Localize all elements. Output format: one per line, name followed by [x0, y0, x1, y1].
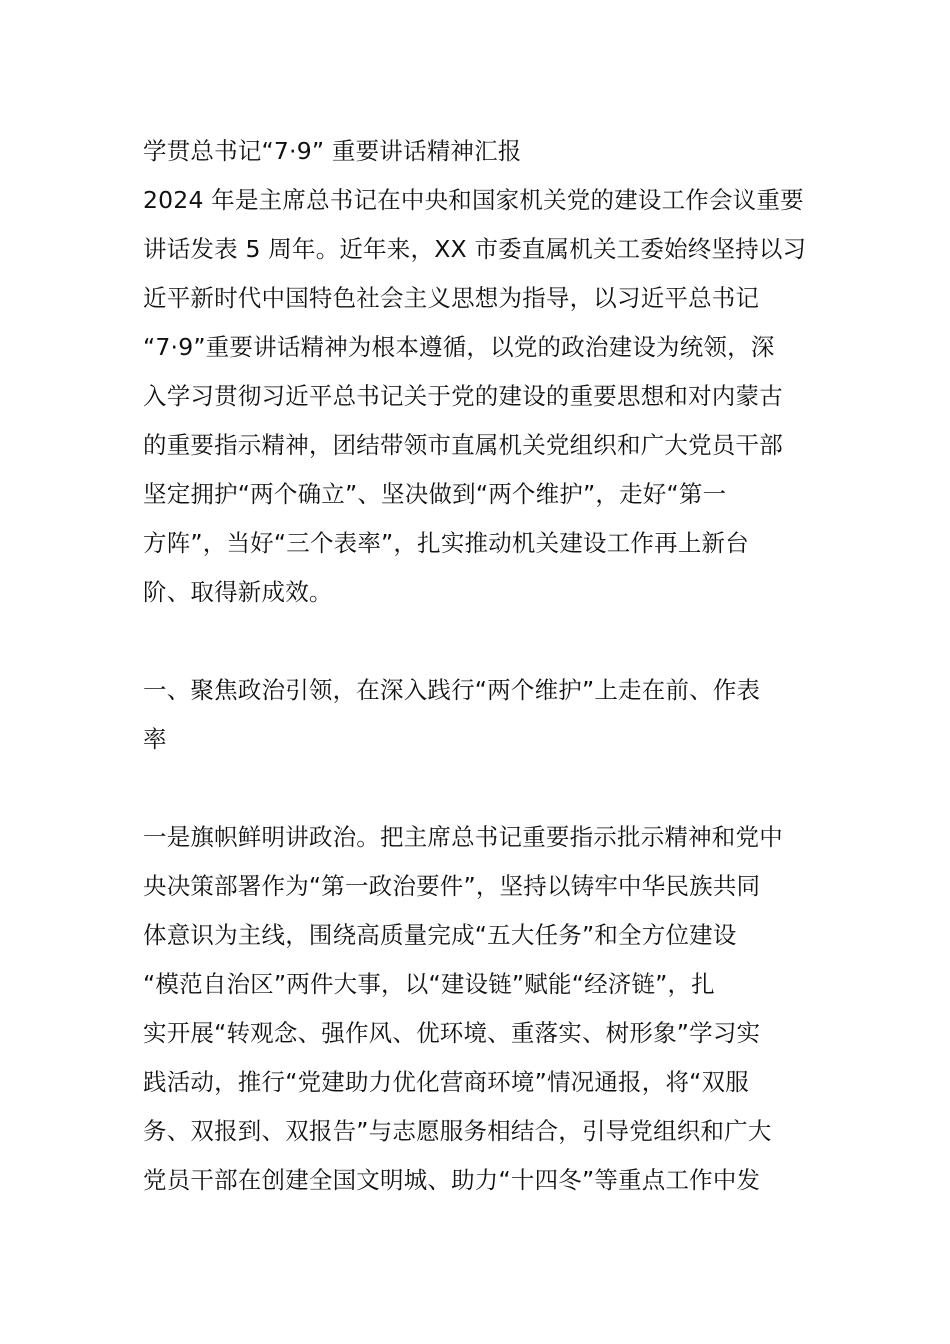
heading-line: 一、聚焦政治引领，在深入践行“两个维护”上走在前、作表 [143, 676, 761, 704]
text-line: 一是旗帜鲜明讲政治。把主席总书记重要指示批示精神和党中 [143, 823, 783, 851]
paragraph-spacer [143, 617, 807, 666]
text-line: 坚定拥护“两个确立”、坚决做到“两个维护”，走好“第一 [143, 480, 727, 508]
text-line: 讲话发表 5 周年。近年来，XX 市委直属机关工委始终坚持以习 [143, 235, 807, 263]
text-line: 的重要指示精神，团结带领市直属机关党组织和广大党员干部 [143, 431, 783, 459]
paragraph-spacer [143, 764, 807, 813]
text-line: 方阵”，当好“三个表率”，扎实推动机关建设工作再上新台 [143, 529, 749, 557]
heading-line: 率 [143, 725, 167, 753]
section-heading [143, 666, 807, 764]
text-line: 近平新时代中国特色社会主义思想为指导，以习近平总书记 [143, 284, 760, 312]
text-line: 党员干部在创建全国文明城、助力“十四冬”等重点工作中发 [143, 1166, 761, 1194]
document-title: 学贯总书记“7·9” 重要讲话精神汇报 [143, 137, 522, 165]
document-body [143, 127, 807, 1205]
text-line: 实开展“转观念、强作风、优环境、重落实、树形象”学习实 [143, 1019, 761, 1047]
text-line: 体意识为主线，围绕高质量完成“五大任务”和全方位建设 [143, 921, 737, 949]
text-line: 阶、取得新成效。 [143, 578, 333, 606]
text-line: 入学习贯彻习近平总书记关于党的建设的重要思想和对内蒙古 [143, 382, 783, 410]
text-line: “7·9”重要讲话精神为根本遵循，以党的政治建设为统领，深 [143, 333, 775, 361]
text-line: 央决策部署作为“第一政治要件”，坚持以铸牢中华民族共同 [143, 872, 761, 900]
section-paragraph [143, 813, 807, 1205]
text-line: 2024 年是主席总书记在中央和国家机关党的建设工作会议重要 [143, 186, 804, 214]
text-line: 务、双报到、双报告”与志愿服务相结合，引导党组织和广大 [143, 1117, 772, 1145]
intro-paragraph [143, 176, 807, 617]
text-line: 践活动，推行“党建助力优化营商环境”情况通报，将“双服 [143, 1068, 749, 1096]
text-line: “模范自治区”两件大事，以“建设链”赋能“经济链”，扎 [143, 970, 715, 998]
